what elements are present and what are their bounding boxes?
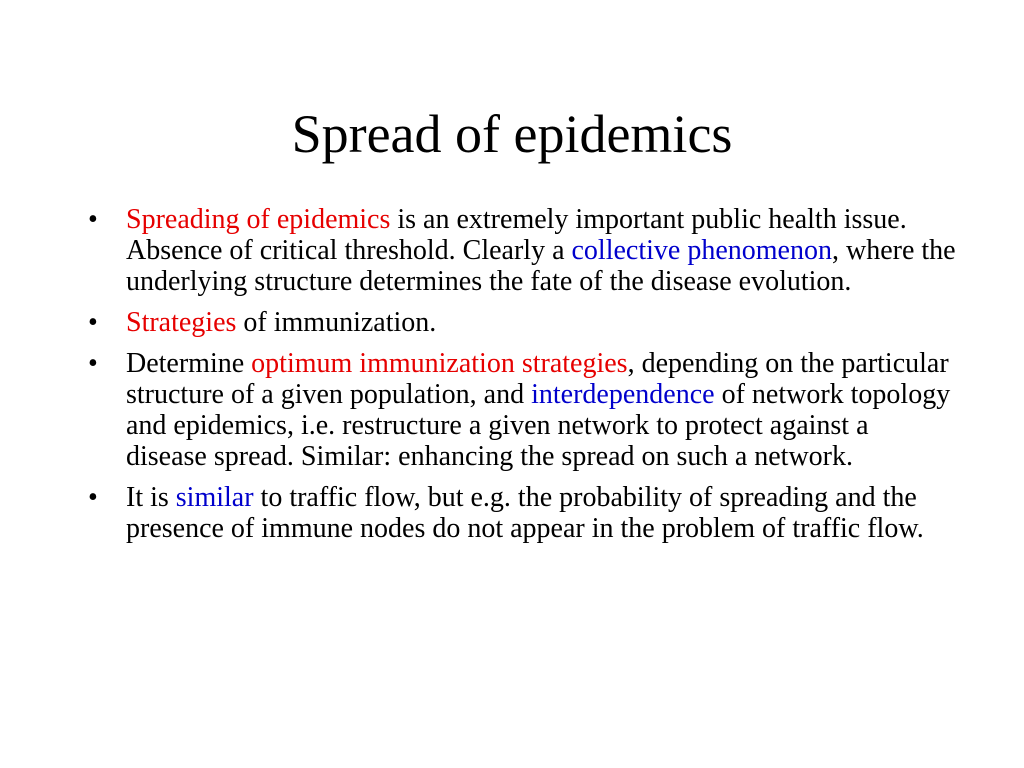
body-text: It is	[126, 482, 176, 513]
bullet-item	[86, 482, 956, 544]
bullet-icon: •	[88, 482, 98, 513]
body-text: of network topology and epidemics, i.e. restructure a given network to protect against a disease spread. Similar: enhancing the spread on such a network.	[126, 379, 951, 472]
highlight-text: collective phenomenon	[571, 235, 832, 266]
body-text: , depending on the particular structure of a given population, and	[126, 348, 949, 410]
highlight-text: Spreading of epidemics	[126, 204, 391, 235]
body-text: to traffic flow, but e.g. the probability of spreading and the presence of immune nodes do not appear in the problem of traffic flow.	[126, 482, 924, 544]
bullet-icon: •	[88, 307, 98, 338]
highlight-text: interdependence	[531, 379, 715, 410]
body-text: , where the underlying structure determines the fate of the disease evolution.	[126, 235, 956, 297]
highlight-text: similar	[175, 482, 254, 513]
bullet-item	[86, 307, 956, 338]
bullet-icon: •	[88, 204, 98, 235]
highlight-text: optimum immunization strategies	[251, 348, 628, 379]
body-text: Determine	[126, 348, 252, 379]
bullet-item	[86, 204, 956, 297]
highlight-text: Strategies	[126, 307, 237, 338]
bullet-icon: •	[88, 348, 98, 379]
bullet-item	[86, 348, 956, 472]
slide-title: Spread of epidemics	[291, 104, 733, 164]
body-text: is an extremely important public health issue. Absence of critical threshold. Clearly a	[126, 204, 907, 266]
bullet-list	[86, 204, 956, 554]
body-text: of immunization.	[236, 307, 437, 338]
